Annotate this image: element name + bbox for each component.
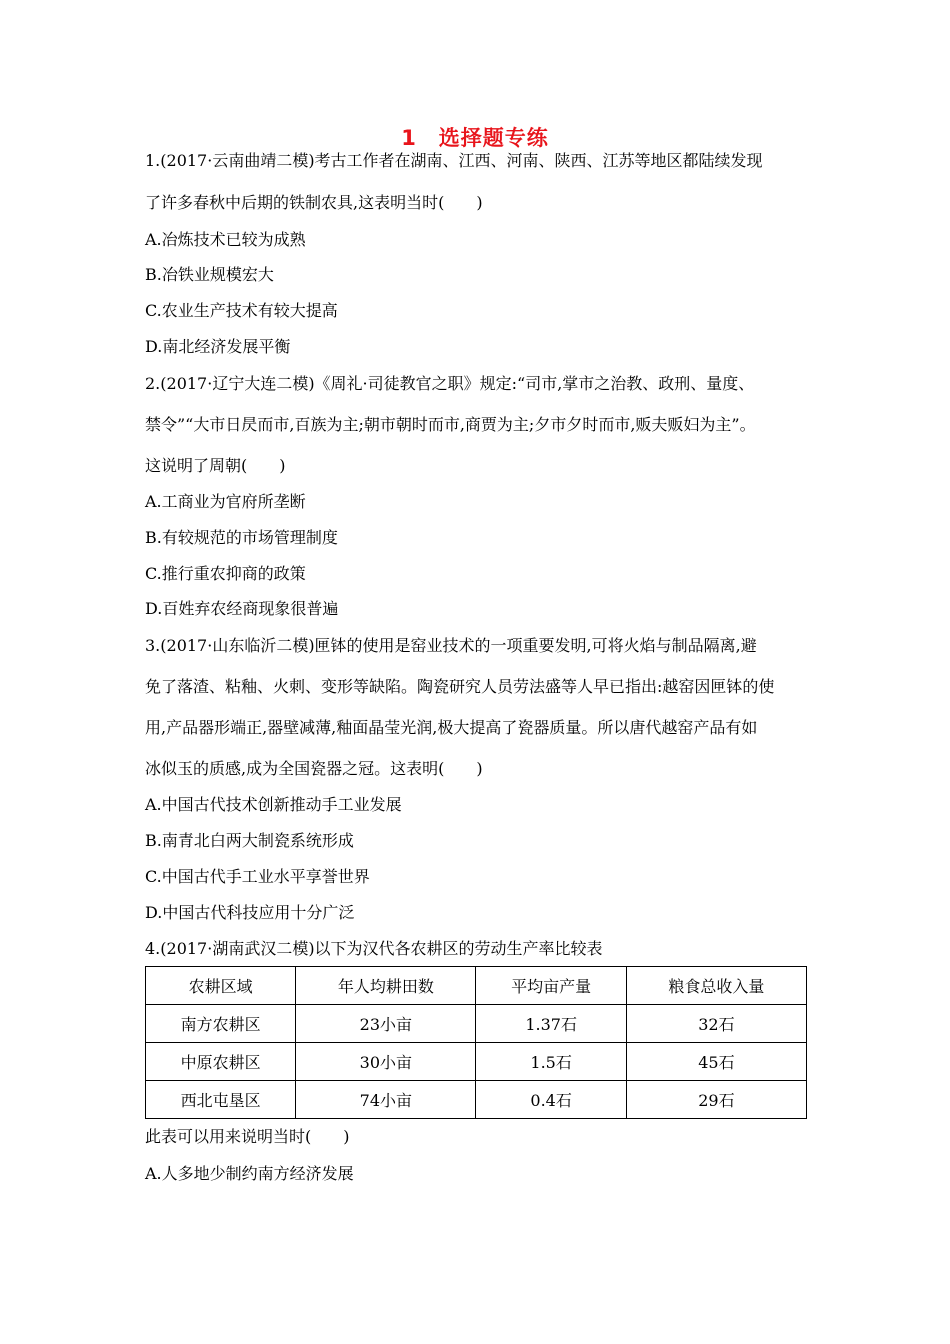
- table-cell: 西北屯垦区: [146, 1081, 296, 1119]
- table-header: 粮食总收入量: [626, 967, 806, 1005]
- table-cell: 29石: [626, 1081, 806, 1119]
- q3-stem-line-2: 免了落渣、粘釉、火刺、变形等缺陷。陶瓷研究人员劳法盛等人早已指出:越窑因匣钵的使: [145, 677, 775, 696]
- q3-option-d: D.中国古代科技应用十分广泛: [145, 903, 355, 922]
- table-row: [146, 1005, 807, 1043]
- q3-stem-line-1: 3.(2017·山东临沂二模)匣钵的使用是窑业技术的一项重要发明,可将火焰与制品隔离,避: [145, 636, 757, 655]
- q3-option-c: C.中国古代手工业水平享誉世界: [145, 867, 370, 886]
- table-cell: 45石: [626, 1043, 806, 1081]
- q4-option-a: A.人多地少制约南方经济发展: [145, 1164, 354, 1183]
- q1-option-a: A.冶炼技术已较为成熟: [145, 230, 306, 249]
- table-header-row: [146, 967, 807, 1005]
- table-header: 平均亩产量: [476, 967, 626, 1005]
- table-cell: 1.5石: [476, 1043, 626, 1081]
- q3-stem-line-4: 冰似玉的质感,成为全国瓷器之冠。这表明( ): [145, 759, 483, 778]
- table-row: [146, 1043, 807, 1081]
- q1-option-b: B.冶铁业规模宏大: [145, 265, 274, 284]
- table-cell: 南方农耕区: [146, 1005, 296, 1043]
- q1-option-c: C.农业生产技术有较大提高: [145, 301, 338, 320]
- table-cell: 23小亩: [296, 1005, 476, 1043]
- table-cell: 32石: [626, 1005, 806, 1043]
- table-cell: 中原农耕区: [146, 1043, 296, 1081]
- table-cell: 1.37石: [476, 1005, 626, 1043]
- q2-stem-line-1: 2.(2017·辽宁大连二模)《周礼·司徒教官之职》规定:“司市,掌市之治教、政刑、量度、: [145, 374, 755, 393]
- q2-option-c: C.推行重农抑商的政策: [145, 564, 306, 583]
- q2-stem-line-3: 这说明了周朝( ): [145, 456, 286, 475]
- q1-stem-line-1: 1.(2017·云南曲靖二模)考古工作者在湖南、江西、河南、陕西、江苏等地区都陆续发现: [145, 151, 763, 170]
- table-cell: 74小亩: [296, 1081, 476, 1119]
- table-header: 年人均耕田数: [296, 967, 476, 1005]
- q1-stem-line-2: 了许多春秋中后期的铁制农具,这表明当时( ): [145, 193, 483, 212]
- q3-option-b: B.南青北白两大制瓷系统形成: [145, 831, 354, 850]
- page-title: 1 选择题专练: [401, 126, 549, 150]
- table-header: 农耕区域: [146, 967, 296, 1005]
- q3-option-a: A.中国古代技术创新推动手工业发展: [145, 795, 402, 814]
- q4-stem-line-1: 4.(2017·湖南武汉二模)以下为汉代各农耕区的劳动生产率比较表: [145, 939, 603, 958]
- table-row: [146, 1081, 807, 1119]
- q2-option-a: A.工商业为官府所垄断: [145, 492, 306, 511]
- table-cell: 30小亩: [296, 1043, 476, 1081]
- table-cell: 0.4石: [476, 1081, 626, 1119]
- q4-stem-line-2: 此表可以用来说明当时( ): [145, 1127, 350, 1146]
- q2-stem-line-2: 禁令”“大市日昃而市,百族为主;朝市朝时而市,商贾为主;夕市夕时而市,贩夫贩妇为主”。: [145, 415, 756, 434]
- q2-option-b: B.有较规范的市场管理制度: [145, 528, 338, 547]
- productivity-table: [145, 966, 807, 1119]
- q3-stem-line-3: 用,产品器形端正,器壁减薄,釉面晶莹光润,极大提高了瓷器质量。所以唐代越窑产品有如: [145, 718, 758, 737]
- q2-option-d: D.百姓弃农经商现象很普遍: [145, 599, 339, 618]
- q1-option-d: D.南北经济发展平衡: [145, 337, 291, 356]
